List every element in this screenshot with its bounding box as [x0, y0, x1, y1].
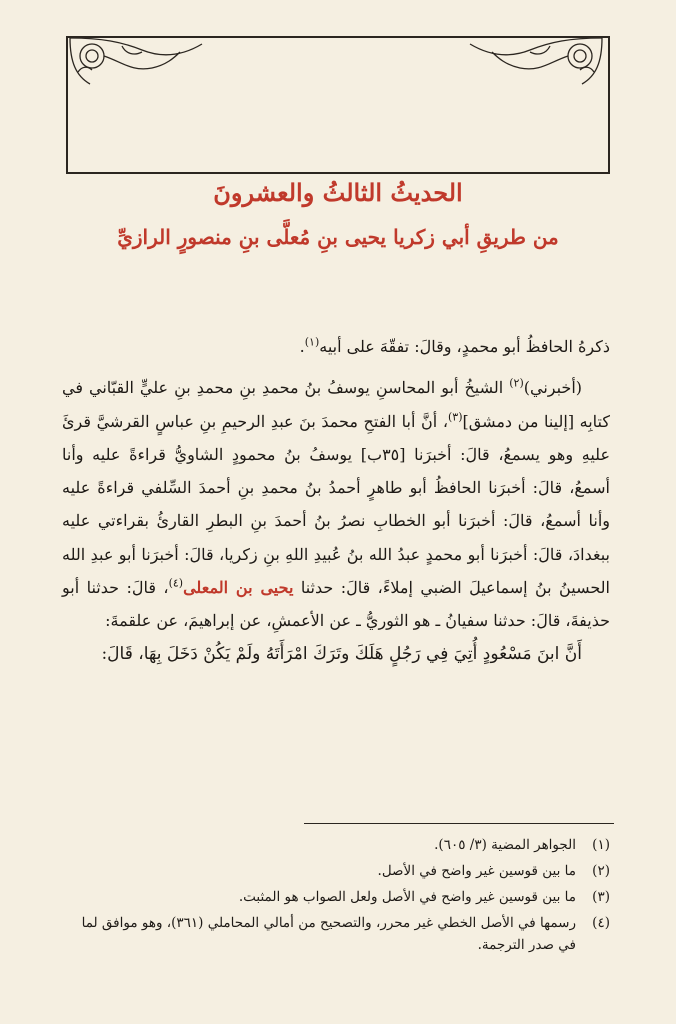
footnote-text: رسمها في الأصل الخطي غير محرر، والتصحيح من أمالي المحاملي (٣٦١)، وهو موافق لما في صدر الترجمة.	[81, 915, 576, 953]
left-flourish-ornament	[62, 32, 212, 92]
footnote-number: (٣)	[592, 889, 610, 905]
footnote	[62, 834, 610, 856]
hadith-text: أَنَّ ابنَ مَسْعُودٍ أُتِيَ فِي رَجُلٍ هَلَكَ وتَرَكَ امْرَأَتَهُ ولَمْ يَكُنْ دَخَلَ بِهَا، قَالَ:	[101, 643, 582, 664]
footnote-divider	[304, 823, 614, 824]
intro-end: .	[299, 337, 305, 356]
footnotes	[62, 830, 610, 956]
footnote-ref-3: (٣)	[447, 410, 463, 424]
isnad-part-2: الشيخُ أبو المحاسنِ يوسفُ بنُ محمدِ بنِ محمدِ بنِ عليٍّ القبّاني في كتابِه [إلينا من دمشق]	[62, 378, 610, 431]
intro-line	[62, 330, 610, 363]
footnote	[62, 886, 610, 908]
isnad-part-3: ، أنَّ أبا الفتحِ محمدَ بنَ عبدِ الرحيمِ بنِ عباسٍ القرشيَّ قرئَ عليهِ وهو يسمعُ، قالَ: أخبرَنا [٣٥ب] يوسفُ بنُ محمودٍ الشاويُّ قراءةً عليه وأنا أسمعُ، قالَ: أخبرَنا الحافظُ أبو طاهرٍ أحمدُ بنُ محمدِ بنِ أحمدَ السِّلفي قراءةً عليه وأنا أسمعُ، قالَ: أخبرَنا أبو الخطابِ نصرُ بنُ أحمدَ بنِ البطرِ القارئُ بقراءتي عليه ببغدادَ، قالَ: أخبرَنا أبو محمدٍ عبدُ الله بنُ عُبيدِ اللهِ بنِ زكريا، قالَ: أخبرَنا أبو عبدِ الله الحسينُ بنُ إسماعيلَ الضبي إملاءً، قالَ: حدثنا	[62, 411, 610, 598]
footnote	[62, 912, 610, 956]
footnote-ref-4: (٤)	[168, 576, 184, 590]
right-flourish-ornament	[460, 32, 610, 92]
footnote-number: (٤)	[592, 915, 610, 931]
main-text	[62, 330, 610, 671]
footnote-ref-2: (٢)	[509, 376, 524, 390]
footnote-number: (١)	[592, 837, 610, 853]
footnote-ref-1: (١)	[304, 335, 320, 349]
chapter-title: الحديثُ الثالثُ والعشرونَ	[213, 178, 463, 207]
isnad-part-1: (أخبرني)	[523, 378, 582, 398]
footnote-text: ما بين قوسين غير واضح في الأصل.	[377, 863, 576, 879]
chapter-subtitle: من طريقِ أبي زكريا يحيى بنِ مُعلَّى بنِ منصورٍ الرازيِّ	[117, 225, 559, 249]
footnote-number: (٢)	[592, 863, 610, 879]
footnote	[62, 860, 610, 882]
footnote-text: ما بين قوسين غير واضح في الأصل ولعل الصواب هو المثبت.	[238, 889, 576, 905]
isnad-paragraph	[62, 371, 610, 637]
footnote-text: الجواهر المضية (٣/ ٦٠٥).	[434, 837, 576, 853]
intro-text: ذكرهُ الحافظُ أبو محمدٍ، وقالَ: تفقّهَ على أبيه	[319, 337, 610, 356]
isnad-part-4: ، قالَ: حدثنا أبو حذيفةَ، قالَ: حدثنا سفيانُ ـ هو الثوريُّ ـ عن الأعمشِ، عن إبراهيمَ، عن علقمةَ:	[62, 578, 610, 631]
narrator-name: يحيى بن المعلى	[183, 578, 294, 598]
